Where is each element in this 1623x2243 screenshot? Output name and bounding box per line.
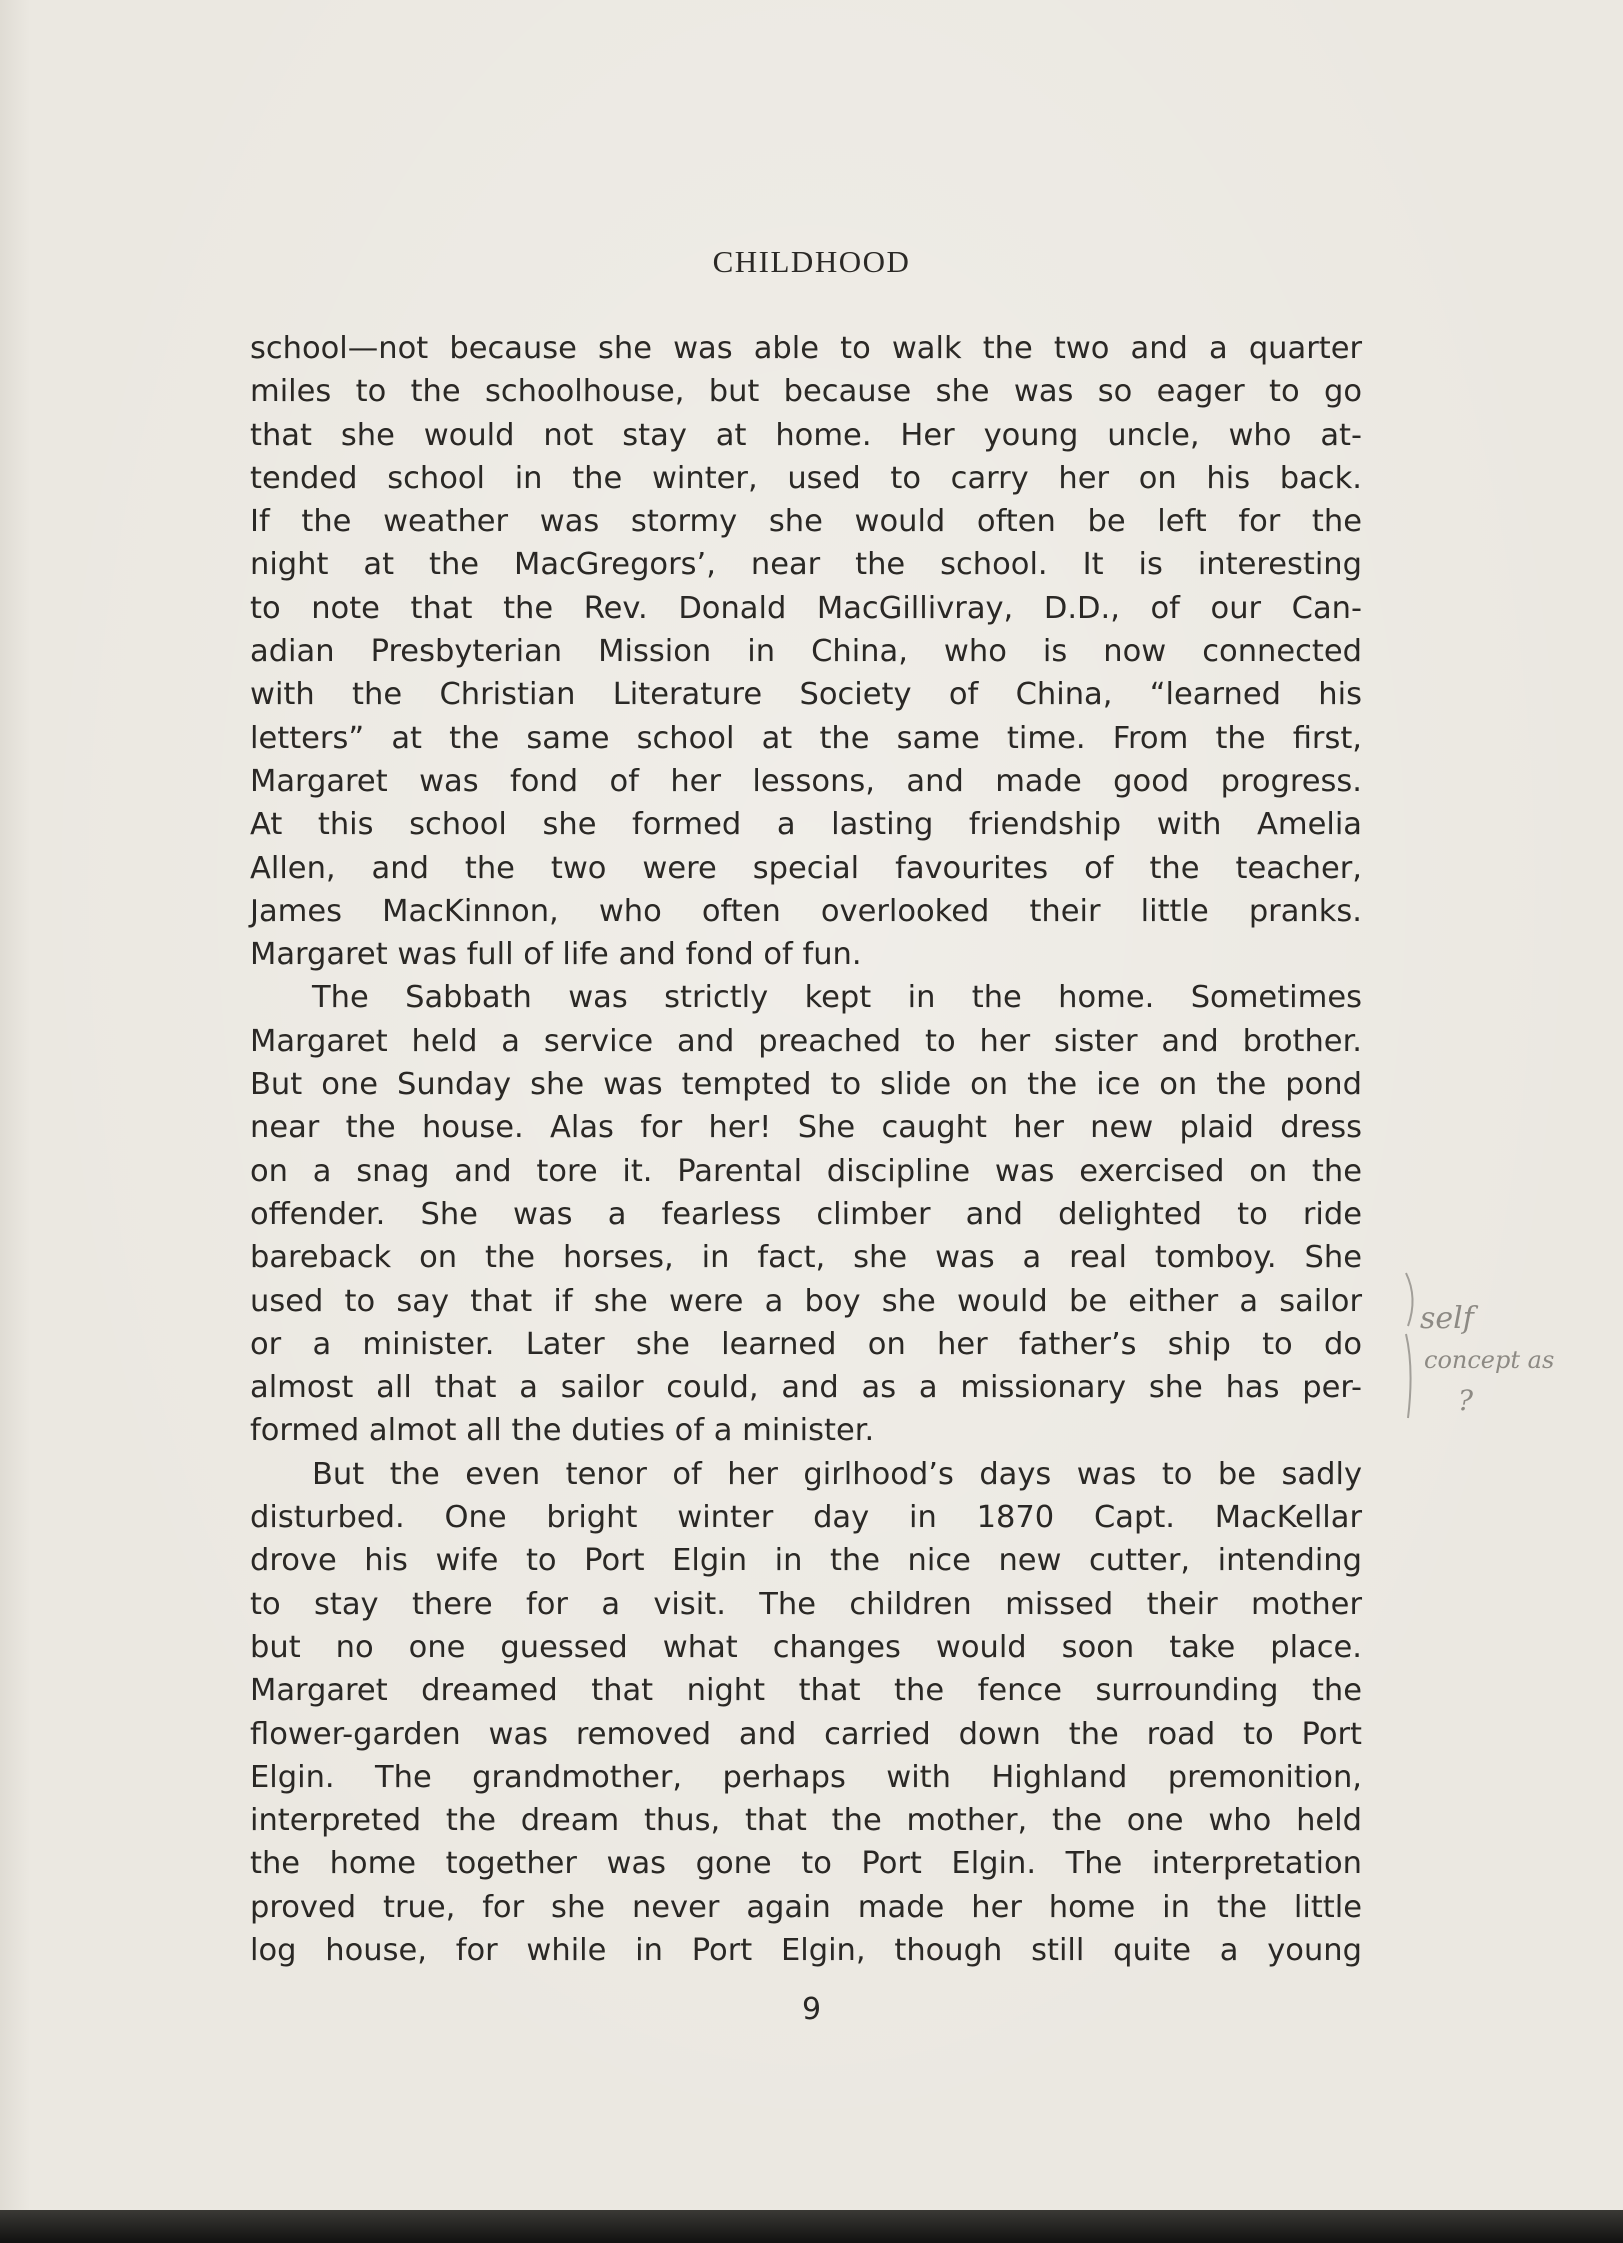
text-line: formed almot all the duties of a minister. xyxy=(250,1413,875,1449)
text-line: letters” at the same school at the same time. From the first, xyxy=(250,720,1362,756)
margin-note-word: self xyxy=(1420,1301,1474,1336)
text-line: on a snag and tore it. Parental discipline was exercised on the xyxy=(250,1153,1362,1189)
text-line: Margaret was fond of her lessons, and made good progress. xyxy=(250,763,1362,799)
text-line: Allen, and the two were special favourites of the teacher, xyxy=(250,850,1362,886)
text-line: or a minister. Later she learned on her father’s ship to do xyxy=(250,1326,1362,1362)
text-line: flower-garden was removed and carried down the road to Port xyxy=(250,1716,1362,1752)
text-line: drove his wife to Port Elgin in the nice new cutter, intending xyxy=(250,1543,1362,1579)
margin-note-word: concept as xyxy=(1424,1346,1555,1374)
paragraph-first-line: But the even tenor of her girlhood’s days was to be sadly xyxy=(312,1456,1362,1492)
text-line: James MacKinnon, who often overlooked their little pranks. xyxy=(250,893,1362,929)
text-line: Elgin. The grandmother, perhaps with Highland premonition, xyxy=(250,1759,1362,1795)
text-line: Margaret was full of life and fond of fun. xyxy=(250,937,862,973)
text-line: but no one guessed what changes would soon take place. xyxy=(250,1629,1362,1665)
text-line: adian Presbyterian Mission in China, who is now connected xyxy=(250,634,1362,670)
body-text xyxy=(250,327,1362,1972)
scan-bottom-edge xyxy=(0,2210,1623,2243)
text-line: the home together was gone to Port Elgin. The interpretation xyxy=(250,1846,1362,1882)
text-line: with the Christian Literature Society of China, “learned his xyxy=(250,677,1362,713)
text-line: log house, for while in Port Elgin, though still quite a young xyxy=(250,1932,1362,1968)
text-line: that she would not stay at home. Her young uncle, who at- xyxy=(250,417,1362,453)
text-line: Margaret dreamed that night that the fence surrounding the xyxy=(250,1673,1362,1709)
running-head: CHILDHOOD xyxy=(712,244,911,279)
text-line: miles to the schoolhouse, but because she was so eager to go xyxy=(250,374,1362,410)
text-line: offender. She was a fearless climber and delighted to ride xyxy=(250,1196,1362,1232)
text-line: near the house. Alas for her! She caught her new plaid dress xyxy=(250,1110,1362,1146)
text-line: almost all that a sailor could, and as a missionary she has per- xyxy=(250,1370,1362,1406)
margin-bracket-mark xyxy=(1406,1334,1411,1418)
text-line: proved true, for she never again made her home in the little xyxy=(250,1889,1362,1925)
text-line: If the weather was stormy she would often be left for the xyxy=(250,504,1362,540)
text-line: But one Sunday she was tempted to slide on the ice on the pond xyxy=(250,1067,1362,1103)
margin-bracket-mark xyxy=(1406,1273,1413,1326)
text-line: night at the MacGregors’, near the school. It is interesting xyxy=(250,547,1362,583)
text-line: used to say that if she were a boy she would be either a sailor xyxy=(250,1283,1362,1319)
paragraph-first-line: The Sabbath was strictly kept in the home. Sometimes xyxy=(312,980,1362,1016)
handwritten-margin-note xyxy=(1400,1268,1600,1428)
text-line: bareback on the horses, in fact, she was a real tomboy. She xyxy=(250,1240,1362,1276)
text-line: to stay there for a visit. The children missed their mother xyxy=(250,1586,1362,1622)
text-line: to note that the Rev. Donald MacGillivray, D.D., of our Can- xyxy=(250,590,1362,626)
text-line: Margaret held a service and preached to her sister and brother. xyxy=(250,1023,1362,1059)
text-line: disturbed. One bright winter day in 1870 Capt. MacKellar xyxy=(250,1500,1362,1536)
text-line: tended school in the winter, used to carry her on his back. xyxy=(250,460,1362,496)
margin-note-word: ? xyxy=(1458,1384,1474,1417)
margin-note-drawing xyxy=(1400,1268,1600,1428)
page-number: 9 xyxy=(801,1992,822,2027)
text-line: At this school she formed a lasting friendship with Amelia xyxy=(250,807,1362,843)
text-line: school—not because she was able to walk the two and a quarter xyxy=(250,331,1362,366)
text-line: interpreted the dream thus, that the mother, the one who held xyxy=(250,1803,1362,1839)
